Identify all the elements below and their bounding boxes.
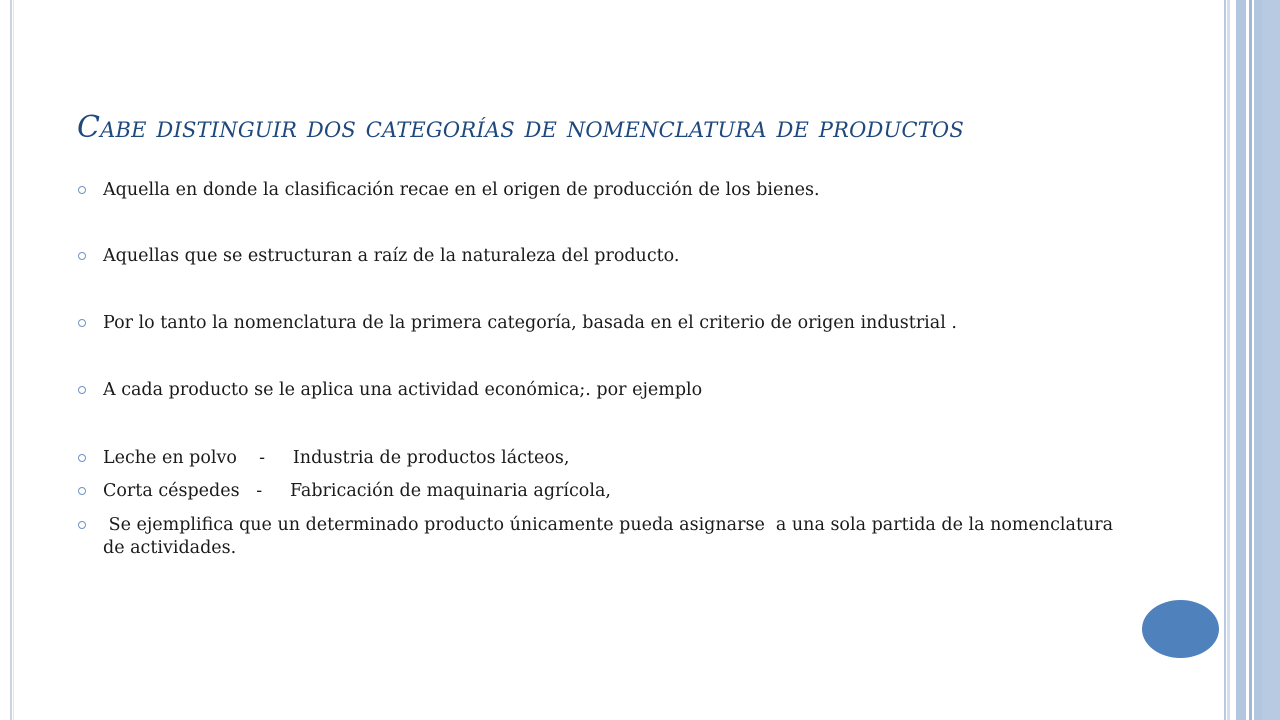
bullet-text: A cada producto se le aplica una actividad económica;. por ejemplo (103, 380, 703, 400)
left-frame-line (10, 0, 12, 720)
bullet-text: Se ejemplifica que un determinado producto únicamente pueda asignarse a una sola partida de la nomenclatura de actividades. (103, 515, 1119, 558)
bullet-text: Corta céspedes - Fabricación de maquinaria agrícola, (103, 481, 611, 501)
slide-nav-circle-button[interactable] (1142, 600, 1219, 658)
right-stripe (1224, 0, 1226, 720)
bullet-item (78, 514, 1138, 560)
bullet-text: Leche en polvo - Industria de productos lácteos, (103, 448, 570, 468)
slide-title: Cabe distinguir dos categorías de nomenclatura de productos (77, 110, 964, 145)
left-frame-inner-line (13, 0, 14, 720)
bullet-circle-icon (78, 521, 86, 529)
right-stripe (1254, 0, 1262, 720)
bullet-text: Por lo tanto la nomenclatura de la primera categoría, basada en el criterio de origen industrial . (103, 313, 957, 333)
bullet-circle-icon (78, 454, 86, 462)
bullet-circle-icon (78, 186, 86, 194)
bullet-circle-icon (78, 319, 86, 327)
bullet-circle-icon (78, 487, 86, 495)
bullet-circle-icon (78, 386, 86, 394)
bullet-circle-icon (78, 252, 86, 260)
right-stripe (1262, 0, 1280, 720)
right-stripe (1236, 0, 1246, 720)
bullet-text: Aquellas que se estructuran a raíz de la naturaleza del producto. (103, 246, 680, 266)
bullet-text: Aquella en donde la clasificación recae en el origen de producción de los bienes. (103, 180, 820, 200)
